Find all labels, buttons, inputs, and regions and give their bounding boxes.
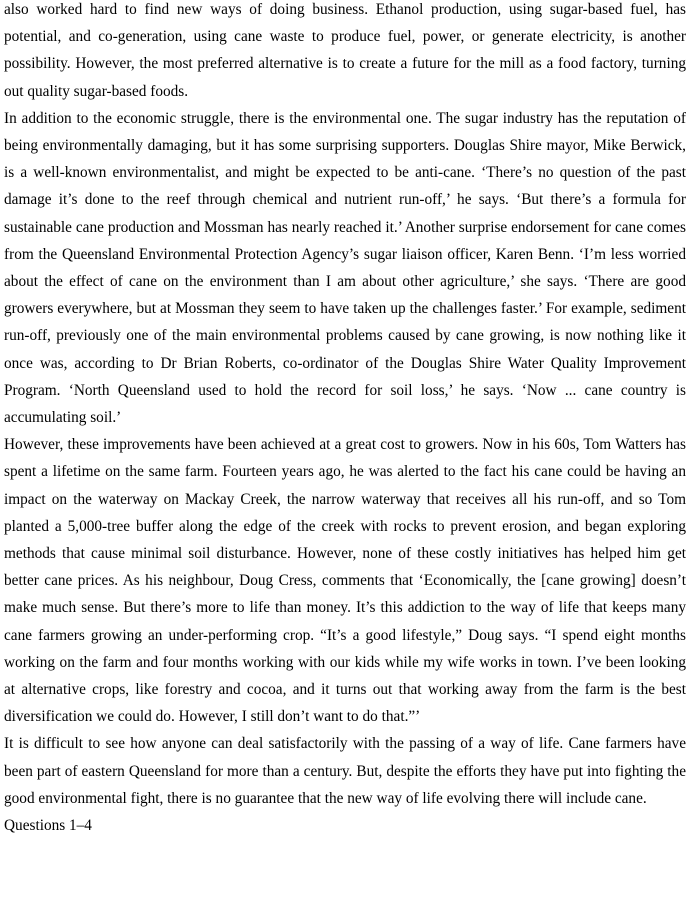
questions-heading: Questions 1–4 [4, 817, 92, 835]
paragraph-way-of-life: It is difficult to see how anyone can deal satisfactorily with the passing of a way of life. Cane farmers have been part of eastern Queensland for more than a century. But, despite the efforts they have put into fighting the good environmental fight, there is no guarantee that the new way of life evolving there will include cane. [4, 735, 686, 807]
paragraph-mill-alternatives: also worked hard to find new ways of doing business. Ethanol production, using sugar-based fuel, has potential, and co-generation, using cane waste to produce fuel, power, or generate electricity, is another possibility. However, the most preferred alternative is to create a future for the mill as a food factory, turning out quality sugar-based foods. [4, 1, 686, 100]
paragraph-grower-costs: However, these improvements have been achieved at a great cost to growers. Now in his 60s, Tom Watters has spent a lifetime on the same farm. Fourteen years ago, he was alerted to the fact his cane could be having an impact on the waterway on Mackay Creek, the narrow waterway that receives all his run-off, and so Tom planted a 5,000-tree buffer along the edge of the creek with rocks to prevent erosion, and began exploring methods that cause minimal soil disturbance. However, none of these costly initiatives has helped him get better cane prices. As his neighbour, Doug Cress, comments that ‘Economically, the [cane growing] doesn’t make much sense. But there’s more to life than money. It’s this addiction to the way of life that keeps many cane farmers growing an under-performing crop. “It’s a good lifestyle,” Doug says. “I spend eight months working on the farm and four months working with our kids while my wife works in town. I’ve been looking at alternative crops, like forestry and cocoa, and it turns out that working away from the farm is the best diversification we could do. However, I still don’t want to do that.”’ [4, 436, 686, 726]
paragraph-environmental-struggle: In addition to the economic struggle, there is the environmental one. The sugar industry has the reputation of being environmentally damaging, but it has some surprising supporters. Douglas Shire mayor, Mike Berwick, is a well-known environmentalist, and might be expected to be anti-cane. ‘There’s no question of the past damage it’s done to the reef through chemical and nutrient run-off,’ he says. ‘But there’s a formula for sustainable cane production and Mossman has nearly reached it.’ Another surprise endorsement for cane comes from the Queensland Environmental Protection Agency’s sugar liaison officer, Karen Benn. ‘I’m less worried about the effect of cane on the environment than I am about other agriculture,’ she says. ‘There are good growers everywhere, but at Mossman they seem to have taken up the challenges faster.’ For example, sediment run-off, previously one of the main environmental problems caused by cane growing, is now nothing like it once was, according to Dr Brian Roberts, co-ordinator of the Douglas Shire Water Quality Improvement Program. ‘North Queensland used to hold the record for soil loss,’ he says. ‘Now ... cane country is accumulating soil.’ [4, 109, 686, 427]
